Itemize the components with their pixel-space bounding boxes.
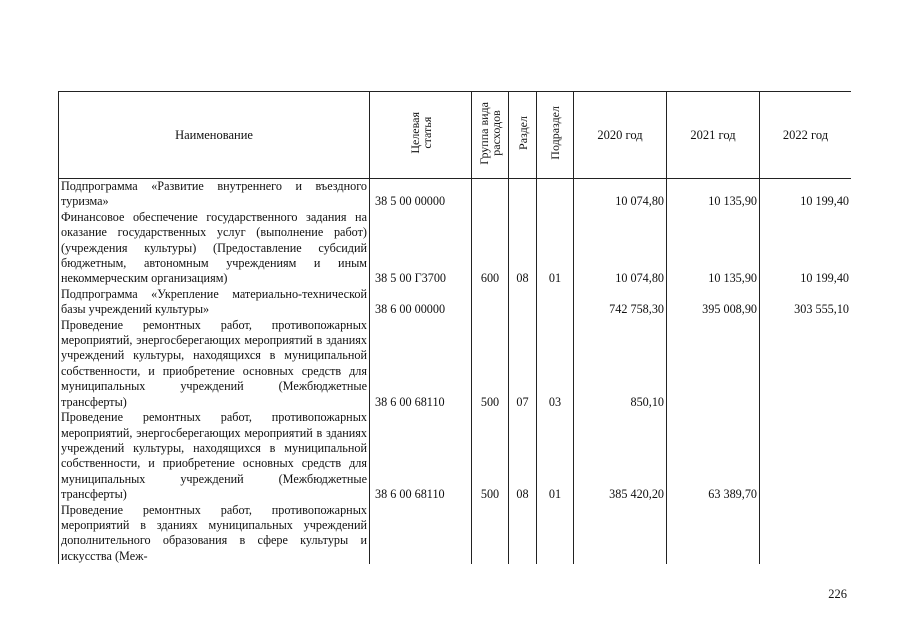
row-name: Проведение ремонтных работ, противопожарных мероприятий в зданиях муниципальных учреждений дополнительного образования в сфере культуры и искусства (Меж- <box>59 503 370 565</box>
row-section: 08 <box>509 410 537 502</box>
header-2021: 2021 год <box>667 92 760 179</box>
row-2021: 10 135,90 <box>667 179 760 210</box>
row-subsection <box>537 287 574 318</box>
row-expense-group <box>472 179 509 210</box>
row-name: Финансовое обеспечение государственного задания на оказание государственных услуг (выполнение работ) (учреждения культуры) (Предоставление субсидий бюджетным, автономным учреждениям и иным некоммерческим организациям) <box>59 210 370 287</box>
row-2022 <box>760 503 852 565</box>
header-target-article <box>370 92 472 179</box>
table-body <box>59 179 852 565</box>
row-name: Проведение ремонтных работ, противопожарных мероприятий, энергосберегающих мероприятий в зданиях учреждений культуры, находящихся в муниципальной собственности, и приобретение основных средств для муниципальных учреждений (Межбюджетные трансферты) <box>59 318 370 410</box>
header-subsection-label: Подраздел <box>548 106 562 160</box>
row-expense-group <box>472 503 509 565</box>
row-target-article: 38 6 00 00000 <box>370 287 472 318</box>
row-2020: 385 420,20 <box>574 410 667 502</box>
budget-table <box>58 91 851 564</box>
row-expense-group: 500 <box>472 410 509 502</box>
row-section <box>509 287 537 318</box>
row-2021: 395 008,90 <box>667 287 760 318</box>
row-target-article: 38 5 00 00000 <box>370 179 472 210</box>
row-target-article <box>370 503 472 565</box>
header-2022: 2022 год <box>760 92 852 179</box>
row-name: Подпрограмма «Развитие внутреннего и въездного туризма» <box>59 179 370 210</box>
row-2022: 10 199,40 <box>760 179 852 210</box>
table-row <box>59 410 852 502</box>
row-expense-group <box>472 287 509 318</box>
row-section <box>509 503 537 565</box>
table-row <box>59 179 852 210</box>
row-2020 <box>574 503 667 565</box>
table-row <box>59 210 852 287</box>
row-2020: 850,10 <box>574 318 667 410</box>
row-2021 <box>667 318 760 410</box>
row-name: Проведение ремонтных работ, противопожарных мероприятий, энергосберегающих мероприятий в зданиях учреждений культуры, находящихся в муниципальной собственности, и приобретение основных средств для муниципальных учреждений (Межбюджетные трансферты) <box>59 410 370 502</box>
row-name: Подпрограмма «Укрепление материально-технической базы учреждений культуры» <box>59 287 370 318</box>
row-2022: 10 199,40 <box>760 210 852 287</box>
budget-table-frame <box>58 91 851 580</box>
row-subsection <box>537 503 574 565</box>
row-target-article: 38 6 00 68110 <box>370 410 472 502</box>
row-subsection: 01 <box>537 410 574 502</box>
header-expense-group-label: Группа вида расходов <box>477 101 503 165</box>
header-section-label: Раздел <box>515 116 530 150</box>
row-section <box>509 179 537 210</box>
row-2020: 742 758,30 <box>574 287 667 318</box>
row-section: 08 <box>509 210 537 287</box>
row-subsection: 01 <box>537 210 574 287</box>
row-2020: 10 074,80 <box>574 210 667 287</box>
header-target-article-label: Целевая статья <box>407 112 434 154</box>
table-row <box>59 287 852 318</box>
header-subsection <box>537 92 574 179</box>
page-number: 226 <box>828 587 847 601</box>
row-2022 <box>760 410 852 502</box>
row-2021: 63 389,70 <box>667 410 760 502</box>
header-name: Наименование <box>59 92 370 179</box>
row-expense-group: 500 <box>472 318 509 410</box>
table-row <box>59 318 852 410</box>
row-expense-group: 600 <box>472 210 509 287</box>
row-2021: 10 135,90 <box>667 210 760 287</box>
row-2020: 10 074,80 <box>574 179 667 210</box>
row-subsection <box>537 179 574 210</box>
table-row <box>59 503 852 565</box>
header-expense-group <box>472 92 509 179</box>
table-header <box>59 92 852 179</box>
row-section: 07 <box>509 318 537 410</box>
row-target-article: 38 6 00 68110 <box>370 318 472 410</box>
header-section <box>509 92 537 179</box>
row-2022: 303 555,10 <box>760 287 852 318</box>
row-2022 <box>760 318 852 410</box>
row-target-article: 38 5 00 Г3700 <box>370 210 472 287</box>
row-subsection: 03 <box>537 318 574 410</box>
row-2021 <box>667 503 760 565</box>
header-2020: 2020 год <box>574 92 667 179</box>
